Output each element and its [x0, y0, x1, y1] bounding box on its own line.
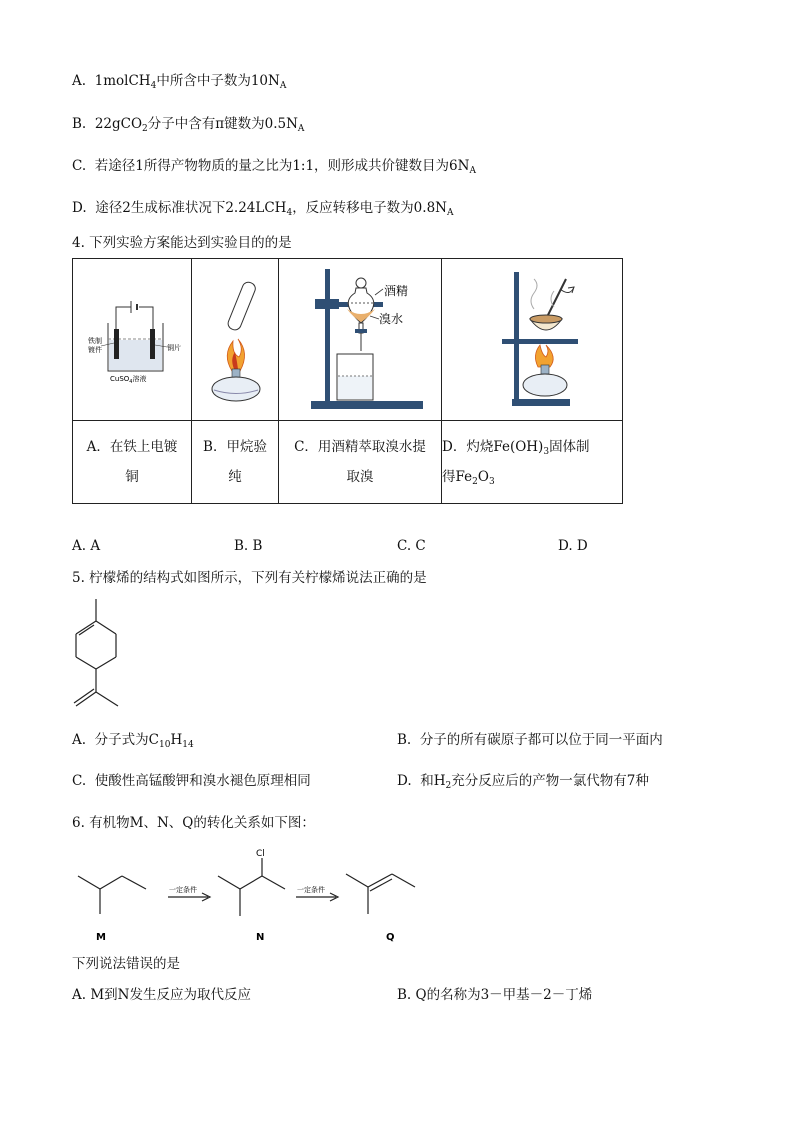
- condition-2: 一定条件: [297, 886, 325, 894]
- q6-option-b: B. Q的名称为3－甲基－2－丁烯: [397, 987, 593, 1003]
- chlorine-label: Cl: [256, 849, 265, 859]
- experiment-table: [72, 258, 623, 504]
- q4-option-b: B. B: [234, 538, 263, 554]
- caption-c: C．用酒精萃取溴水提 取溴: [279, 421, 442, 504]
- q6-sub-stem: 下列说法错误的是: [72, 956, 180, 972]
- figure-extraction: [279, 259, 442, 421]
- q6-option-a: A. M到N发生反应为取代反应: [72, 987, 251, 1003]
- q4-option-d: D. D: [558, 538, 588, 554]
- label-copper-sheet: 铜片: [167, 344, 181, 352]
- q3-option-d: D. 途径2生成标准状况下$2.24LCH_4$，反应转移电子数为$0.8N_A$: [72, 200, 454, 218]
- figure-electroplating: [73, 259, 192, 421]
- q5-option-d: D. 和$H_2$充分反应后的产物一氯代物有7种: [397, 773, 649, 791]
- q4-option-a: A. A: [72, 538, 101, 554]
- q3-option-c: C. 若途径1所得产物物质的量之比为1:1，则形成共价键数目为$6N_A$: [72, 158, 476, 176]
- figure-calcination: [442, 259, 623, 421]
- q5-stem: 5. 柠檬烯的结构式如图所示，下列有关柠檬烯说法正确的是: [72, 570, 427, 586]
- label-alcohol: 酒精: [384, 284, 409, 298]
- condition-1: 一定条件: [169, 886, 197, 894]
- label-n: N: [256, 932, 265, 943]
- q3-option-a: A. 1molCH$_4$中所含中子数为$10N_A$: [72, 73, 287, 91]
- q5-option-c: C. 使酸性高锰酸钾和溴水褪色原理相同: [72, 773, 311, 789]
- caption-a: A．在铁上电镀 铜: [73, 421, 192, 504]
- label-m: M: [96, 932, 106, 943]
- q5-option-b: B. 分子的所有碳原子都可以位于同一平面内: [397, 732, 663, 748]
- q3-option-b: B. 22gCO$_2$分子中含有π键数为$0.5N_A$: [72, 116, 305, 134]
- reaction-scheme: [70, 844, 430, 944]
- label-iron-part: 铁制: [88, 337, 102, 345]
- q4-option-c: C. C: [397, 538, 426, 554]
- q6-stem: 6. 有机物M、N、Q的转化关系如下图：: [72, 815, 315, 831]
- label-cuso4-solution: CuSO$_4$溶液: [110, 375, 147, 385]
- label-bromine-water: 溴水: [379, 312, 404, 326]
- label-plated-part: 镀件: [88, 346, 102, 354]
- figure-methane-test: [192, 259, 279, 421]
- limonene-structure: [70, 594, 130, 716]
- caption-b: B．甲烷验 纯: [192, 421, 279, 504]
- q5-option-a: A. 分子式为$C_{10}H_{14}$: [72, 732, 194, 750]
- q4-stem: 4. 下列实验方案能达到实验目的的是: [72, 235, 292, 251]
- label-q: Q: [386, 932, 395, 943]
- caption-d: D．灼烧$Fe(OH)_3$固体制 得$Fe_2O_3$: [442, 421, 623, 504]
